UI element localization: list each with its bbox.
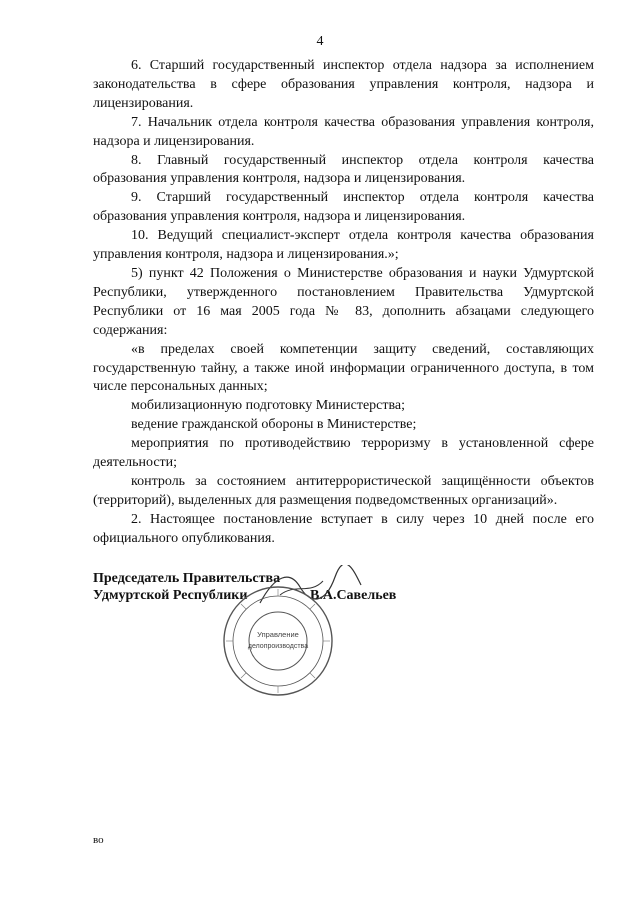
paragraph-civil-defense: ведение гражданской обороны в Министерстве; [131,417,417,433]
signature-title-line1: Председатель Правительства [93,571,281,586]
signature-title-line2: Удмуртской Республики [93,588,248,603]
stamp-text-line1: Управление [257,630,299,639]
paragraph-point-5: 5) пункт 42 Положения о Министерстве образования и науки Удмуртской Республики, утвержденного постановлением Правительства Удмуртской Республики от 16 мая 2005 года № 83, дополнить абзацами следующего содержания: [93,265,594,338]
paragraph-item-10: 10. Ведущий специалист-эксперт отдела контроля качества образования управления контроля, надзора и лицензирования.»; [93,228,594,263]
signatory-name: В.А.Савельев [310,588,397,603]
paragraph-quote-start: «в пределах своей компетенции защиту сведений, составляющих государственную тайну, а также иной информации ограниченного доступа, в том числе персональных данных; [93,341,594,395]
official-stamp [222,585,334,697]
paragraph-item-9: 9. Старший государственный инспектор отдела контроля качества образования управления контроля, надзора и лицензирования. [93,190,594,225]
document-body [93,57,594,549]
footer-code: во [93,834,104,846]
paragraph-antiterror-control: контроль за состоянием антитеррористической защищённости объектов (территорий), выделенных для размещения подведомственных организаций». [93,473,594,508]
paragraph-item-6: 6. Старший государственный инспектор отдела надзора за исполнением законодательства в сфере образования управления контроля, надзора и лицензирования. [93,58,594,111]
stamp-text-line2: делопроизводства [247,643,309,650]
paragraph-mobilization: мобилизационную подготовку Министерства; [131,398,406,414]
paragraph-effective-date: 2. Настоящее постановление вступает в силу через 10 дней после его официального опубликования. [93,511,594,546]
paragraph-item-7: 7. Начальник отдела контроля качества образования управления контроля, надзора и лицензирования. [93,114,594,149]
paragraph-item-8: 8. Главный государственный инспектор отдела контроля качества образования управления контроля, надзора и лицензирования. [93,152,594,187]
paragraph-counter-terrorism: мероприятия по противодействию терроризму в установленной сфере деятельности; [93,436,594,471]
page-number: 4 [316,34,324,49]
